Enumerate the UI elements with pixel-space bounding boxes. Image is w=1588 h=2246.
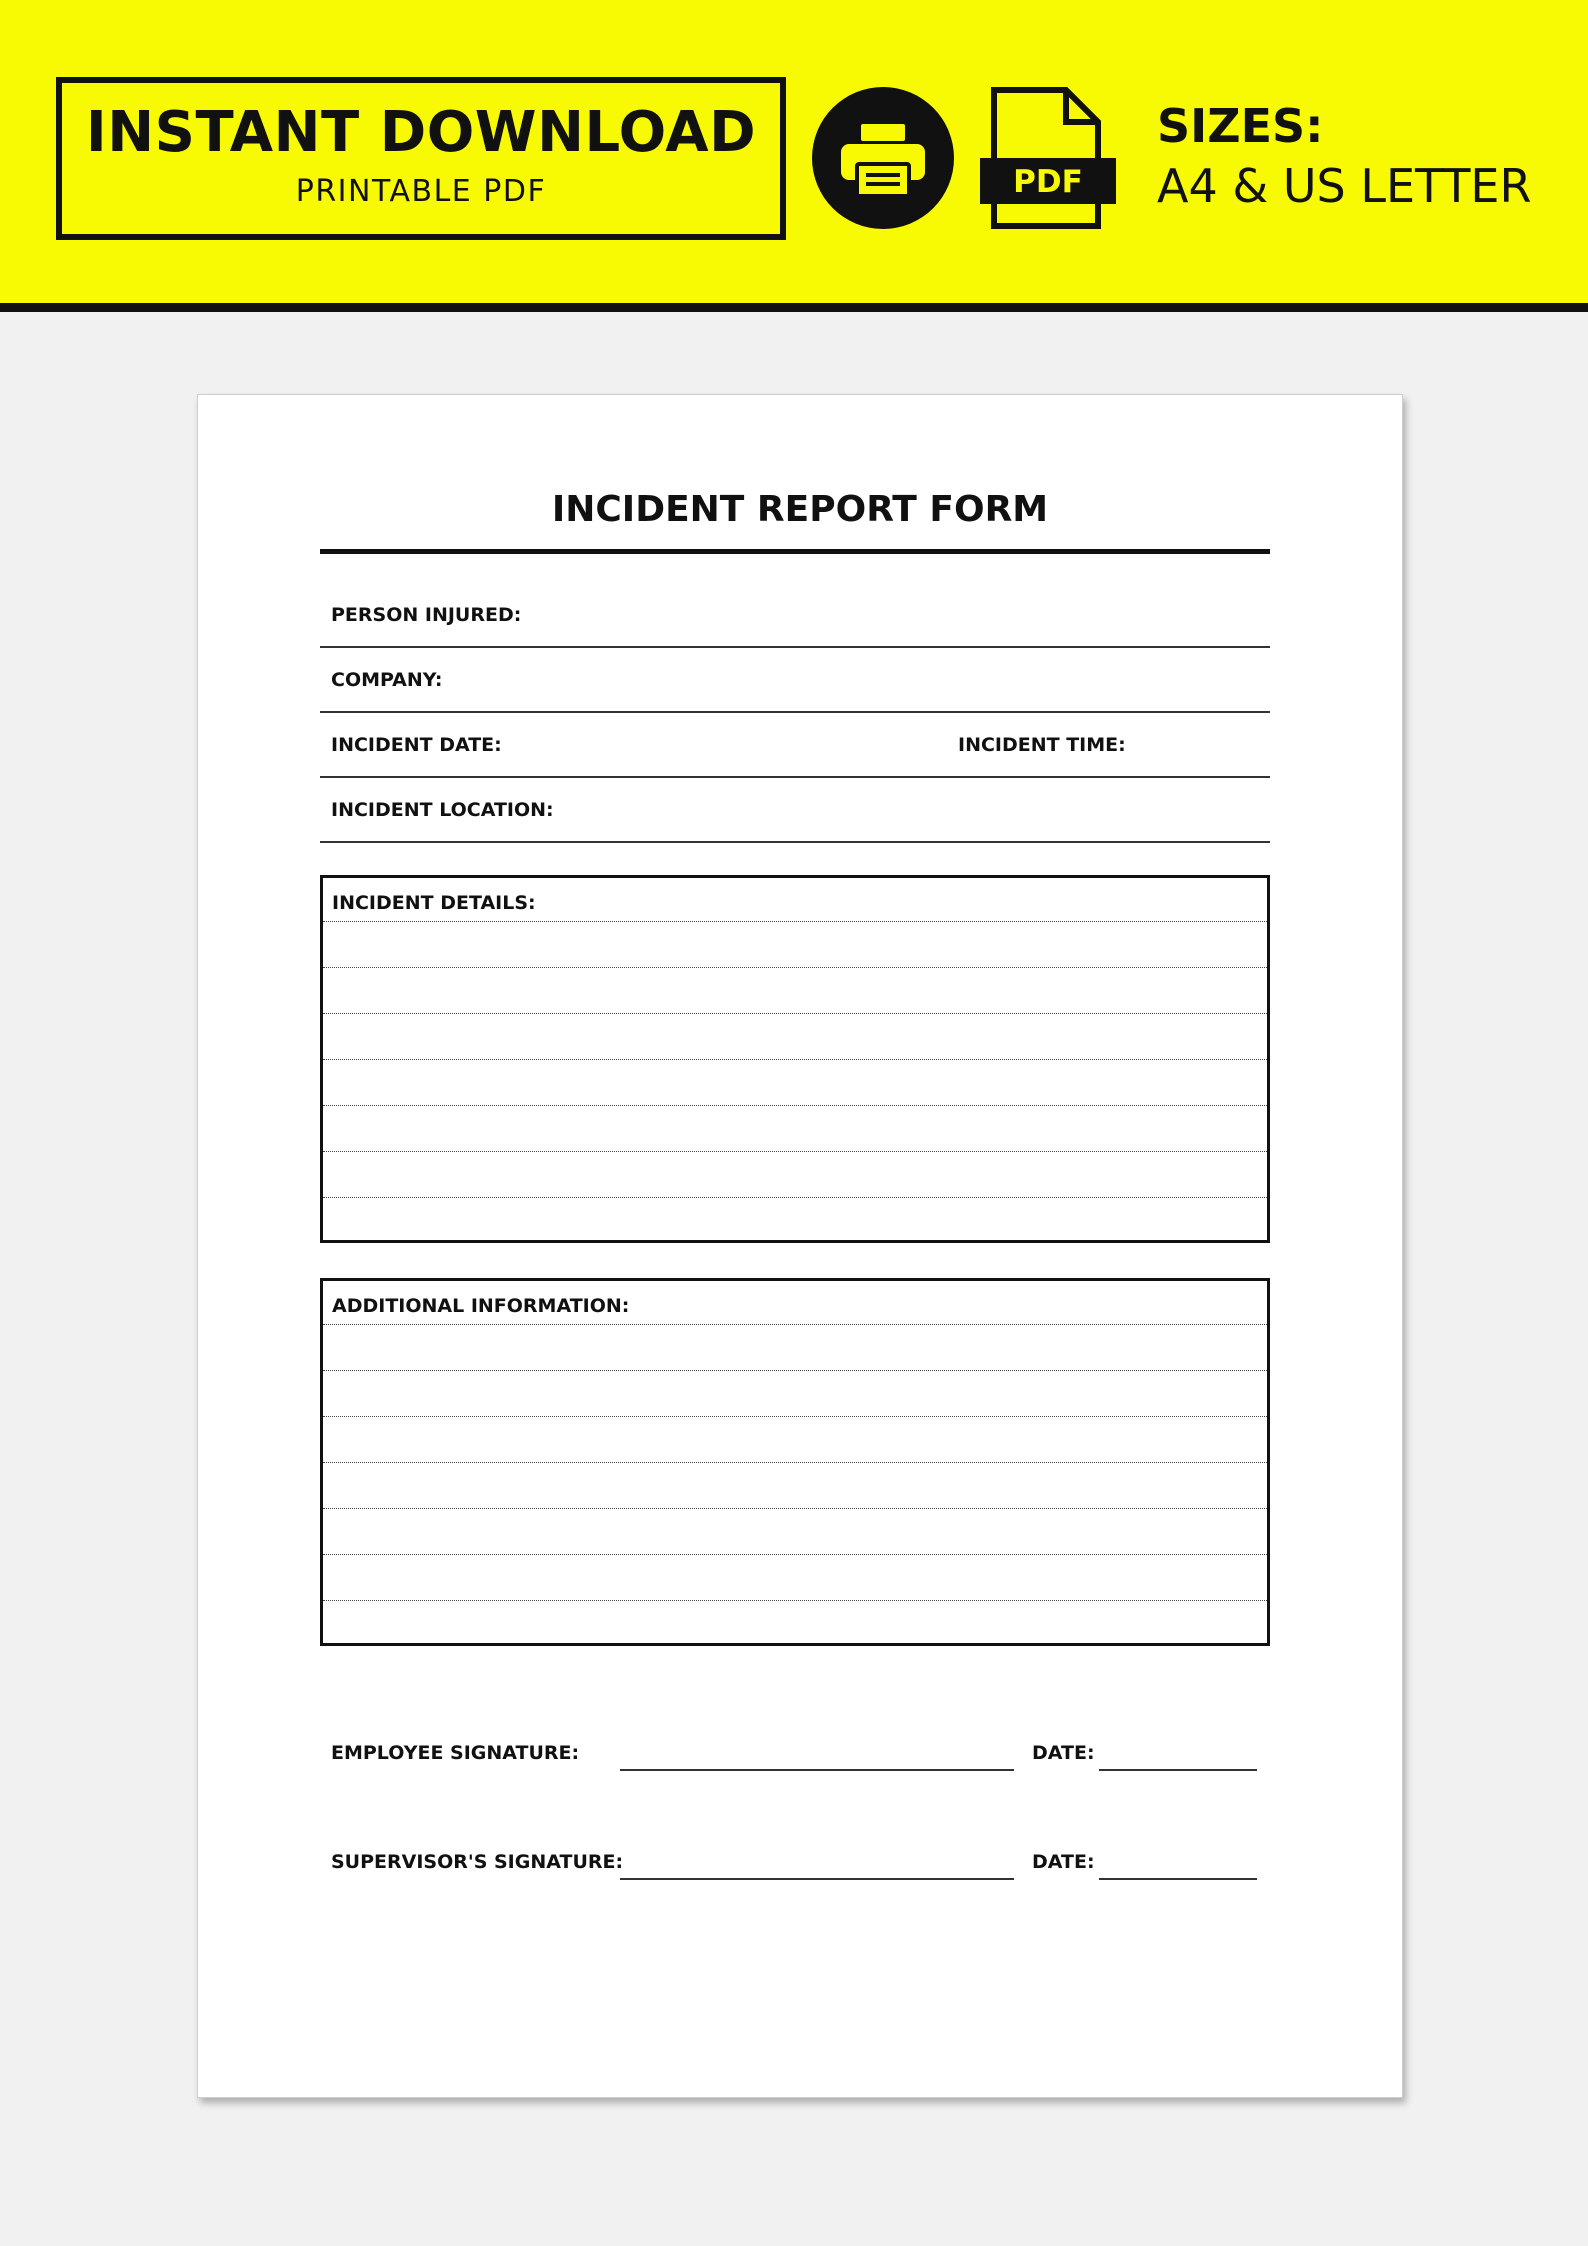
writing-line bbox=[323, 1197, 1267, 1198]
writing-line bbox=[323, 1462, 1267, 1463]
employee-signature-label: EMPLOYEE SIGNATURE: bbox=[331, 1742, 580, 1764]
writing-line bbox=[323, 1059, 1267, 1060]
form-title: INCIDENT REPORT FORM bbox=[551, 489, 1049, 530]
person-injured-label: PERSON INJURED: bbox=[331, 604, 522, 626]
instant-download-title: INSTANT DOWNLOAD bbox=[85, 100, 757, 165]
form-page bbox=[197, 394, 1403, 2098]
employee-signature-field[interactable] bbox=[620, 1769, 1014, 1771]
additional-information-label: ADDITIONAL INFORMATION: bbox=[332, 1295, 630, 1317]
employee-date-field[interactable] bbox=[1099, 1769, 1257, 1771]
writing-line bbox=[323, 1151, 1267, 1152]
incident-time-label: INCIDENT TIME: bbox=[958, 734, 1126, 756]
writing-line bbox=[323, 1324, 1267, 1325]
additional-information-box[interactable] bbox=[320, 1278, 1270, 1646]
incident-date-time-field[interactable] bbox=[320, 776, 1270, 778]
pdf-file-icon bbox=[980, 86, 1116, 230]
writing-line bbox=[323, 1105, 1267, 1106]
writing-line bbox=[323, 1554, 1267, 1555]
supervisor-date-label: DATE: bbox=[1032, 1851, 1095, 1873]
company-label: COMPANY: bbox=[331, 669, 443, 691]
supervisor-date-field[interactable] bbox=[1099, 1878, 1257, 1880]
supervisor-signature-field[interactable] bbox=[620, 1878, 1014, 1880]
incident-location-field[interactable] bbox=[320, 841, 1270, 843]
writing-line bbox=[323, 921, 1267, 922]
incident-details-box[interactable] bbox=[320, 875, 1270, 1243]
instant-download-box bbox=[56, 77, 786, 240]
employee-date-label: DATE: bbox=[1032, 1742, 1095, 1764]
promo-banner bbox=[0, 0, 1588, 312]
writing-line bbox=[323, 1370, 1267, 1371]
person-injured-field[interactable] bbox=[320, 646, 1270, 648]
incident-details-label: INCIDENT DETAILS: bbox=[332, 892, 536, 914]
writing-line bbox=[323, 1600, 1267, 1601]
incident-date-label: INCIDENT DATE: bbox=[331, 734, 502, 756]
title-divider bbox=[320, 549, 1270, 554]
writing-line bbox=[323, 967, 1267, 968]
printable-pdf-subtitle: PRINTABLE PDF bbox=[295, 174, 547, 209]
supervisor-signature-label: SUPERVISOR'S SIGNATURE: bbox=[331, 1851, 624, 1873]
pdf-label: PDF bbox=[1013, 164, 1083, 200]
company-field[interactable] bbox=[320, 711, 1270, 713]
sizes-heading: SIZES: bbox=[1157, 99, 1324, 153]
writing-line bbox=[323, 1508, 1267, 1509]
incident-location-label: INCIDENT LOCATION: bbox=[331, 799, 554, 821]
writing-line bbox=[323, 1013, 1267, 1014]
sizes-value: A4 & US LETTER bbox=[1157, 159, 1532, 213]
writing-line bbox=[323, 1416, 1267, 1417]
printer-icon bbox=[812, 87, 954, 229]
